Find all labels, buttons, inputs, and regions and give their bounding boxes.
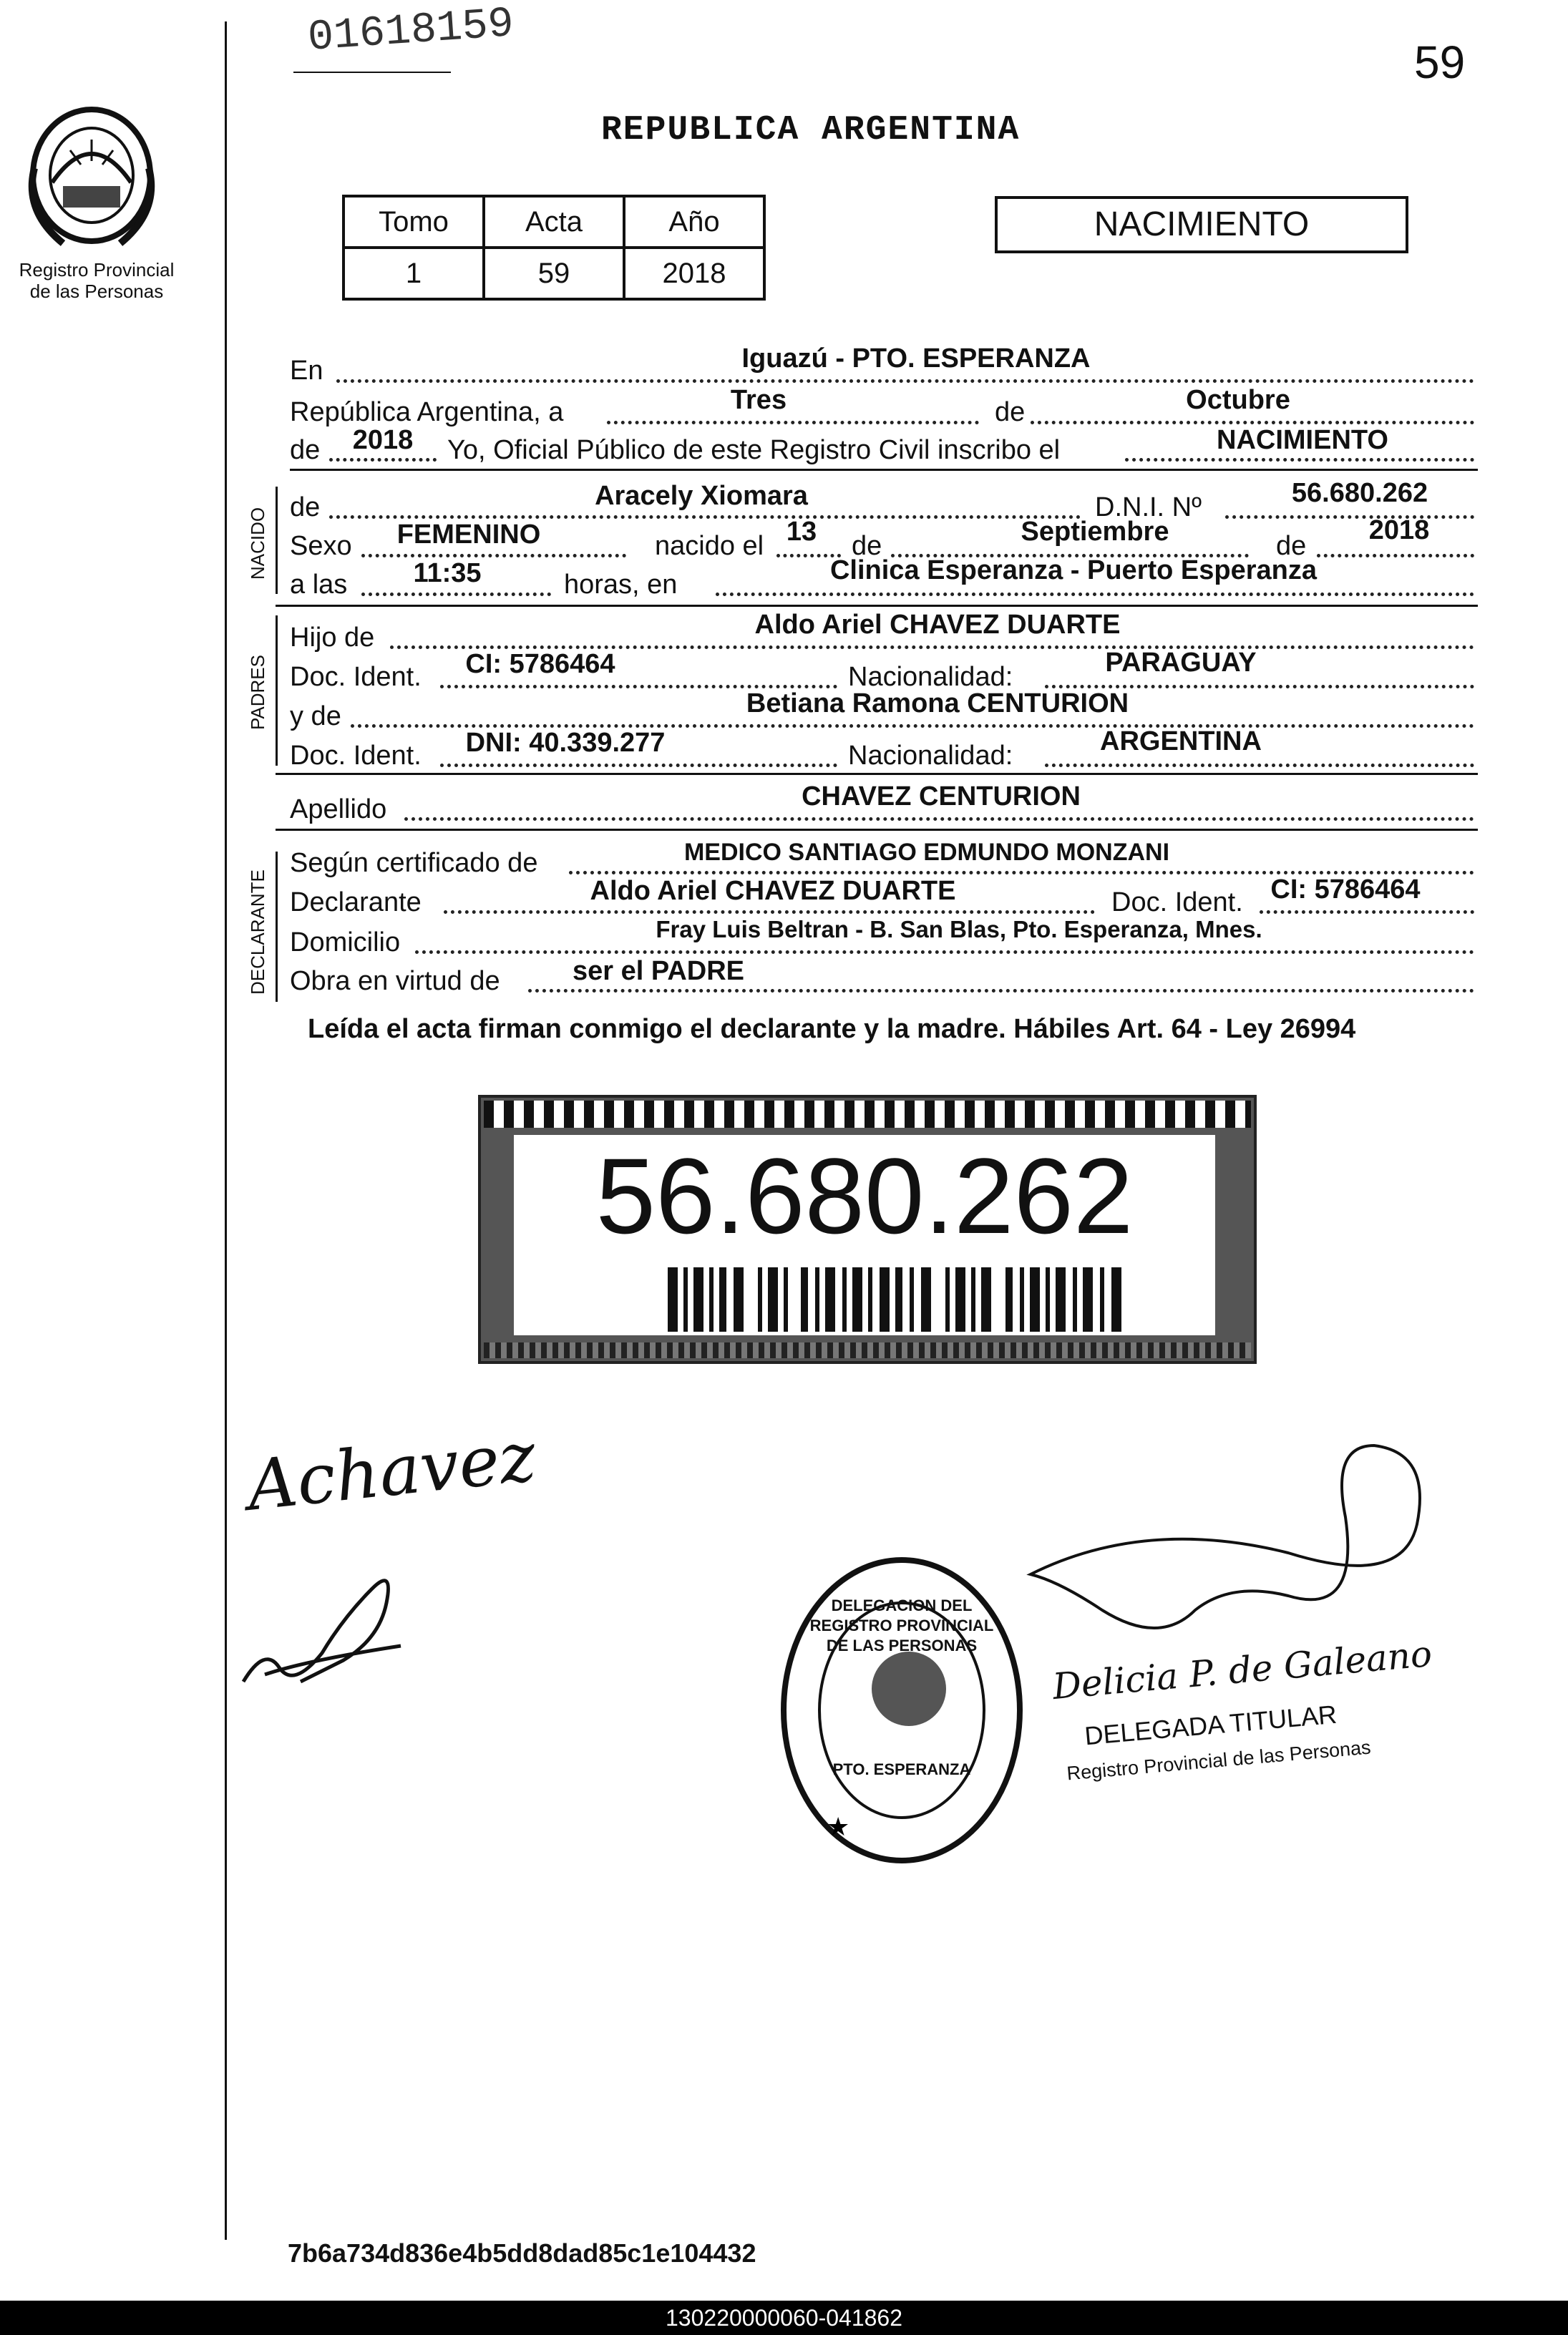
header-acta: Acta	[484, 196, 624, 248]
dots-nombre	[329, 515, 1081, 519]
value-hora: 11:35	[413, 558, 482, 588]
value-anio: 2018	[352, 425, 414, 455]
dots-domicilio	[415, 950, 1474, 954]
value-dni: 56.680.262	[1291, 478, 1428, 508]
value-obra: ser el PADRE	[572, 956, 745, 986]
value-acta: 59	[484, 248, 624, 299]
left-margin-line	[225, 21, 227, 2240]
official-name: Delicia P. de Galeano	[1051, 1632, 1434, 1708]
registry-stamp-ring-text: DELEGACION DEL REGISTRO PROVINCIAL DE LAS PERSONAS	[809, 1597, 994, 1654]
dots-lugar-nac	[716, 593, 1474, 596]
label-doc-ident-padre: Doc. Ident.	[290, 662, 422, 692]
label-horas-en: horas, en	[564, 570, 678, 600]
value-tipo: NACIMIENTO	[1217, 425, 1388, 455]
record-table	[342, 195, 766, 301]
value-lugar: Iguazú - PTO. ESPERANZA	[741, 343, 1091, 374]
label-apellido: Apellido	[290, 794, 387, 824]
label-de-mes-nac: de	[852, 531, 882, 561]
value-madre-nac: ARGENTINA	[1100, 726, 1262, 756]
label-nacionalidad-madre: Nacionalidad:	[848, 741, 1013, 771]
label-domicilio: Domicilio	[290, 927, 401, 957]
provincial-seal	[20, 97, 163, 254]
label-a-las: a las	[290, 570, 348, 600]
footer-code-bar: 130220000060-041862	[0, 2301, 1568, 2335]
barcode-icon	[668, 1267, 1126, 1332]
svg-text:★: ★	[827, 1813, 850, 1842]
registry-stamp-inner-text: PTO. ESPERANZA	[832, 1760, 971, 1778]
label-hijo-de: Hijo de	[290, 623, 375, 653]
dots-declarante-doc	[1260, 910, 1474, 914]
label-de-nombre: de	[290, 492, 321, 522]
stamp-inner	[514, 1135, 1215, 1335]
dots-apellido	[404, 817, 1474, 821]
stamp-border-pattern	[484, 1101, 1251, 1128]
value-declarante: Aldo Ariel CHAVEZ DUARTE	[590, 876, 956, 906]
value-declarante-doc: CI: 5786464	[1270, 874, 1421, 905]
handwritten-name: Achavez	[243, 1416, 540, 1526]
label-de-2: de	[290, 435, 321, 465]
official-role: DELEGADA TITULAR	[1083, 1699, 1338, 1751]
label-obra-en-virtud: Obra en virtud de	[290, 966, 500, 996]
dni-stamp	[478, 1095, 1257, 1364]
label-dni: D.N.I. Nº	[1095, 492, 1202, 522]
label-y-de: y de	[290, 701, 341, 731]
side-label-nacido: NACIDO	[247, 507, 268, 580]
divider-1	[290, 469, 1478, 471]
label-doc-ident-madre: Doc. Ident.	[290, 741, 422, 771]
side-label-declarante: DECLARANTE	[247, 869, 268, 995]
official-org: Registro Provincial de las Personas	[1066, 1736, 1372, 1785]
registry-name	[0, 259, 193, 302]
dots-en	[336, 379, 1474, 383]
value-anio: 2018	[624, 248, 764, 299]
serial-underline	[293, 72, 451, 73]
divider-3	[276, 773, 1478, 775]
value-padre-nac: PARAGUAY	[1105, 648, 1257, 678]
label-nacionalidad-padre: Nacionalidad:	[848, 662, 1013, 692]
document-title: REPUBLICA ARGENTINA	[601, 111, 1021, 150]
label-republica: República Argentina, a	[290, 397, 564, 427]
label-doc-ident-declarante: Doc. Ident.	[1111, 887, 1243, 917]
stamp-dni-number: 56.680.262	[595, 1136, 1134, 1256]
label-de-anio-nac: de	[1276, 531, 1307, 561]
label-nacido-el: nacido el	[655, 531, 764, 561]
label-segun-certificado: Según certificado de	[290, 848, 538, 878]
header-tomo: Tomo	[344, 196, 484, 248]
value-dia-nac: 13	[786, 517, 817, 547]
value-certificado: MEDICO SANTIAGO EDMUNDO MONZANI	[683, 839, 1170, 866]
value-madre: Betiana Ramona CENTURION	[746, 688, 1129, 718]
value-domicilio: Fray Luis Beltran - B. San Blas, Pto. Esperanza, Mnes.	[656, 916, 1262, 942]
value-padre-doc: CI: 5786464	[465, 649, 615, 679]
value-mes-nac: Septiembre	[1021, 517, 1169, 547]
dots-obra	[528, 989, 1474, 993]
value-padre: Aldo Ariel CHAVEZ DUARTE	[754, 610, 1121, 640]
serial-number: 01618159	[306, 0, 516, 63]
value-madre-doc: DNI: 40.339.277	[465, 728, 666, 758]
page-number: 59	[1414, 36, 1466, 88]
dots-declarante	[444, 910, 1095, 914]
seal-emblem-icon	[20, 97, 163, 254]
label-en: En	[290, 356, 323, 386]
dots-anio	[329, 458, 437, 462]
registry-name-line2: de las Personas	[29, 281, 164, 302]
padres-bracket	[276, 615, 278, 766]
declarante-bracket	[276, 852, 278, 1002]
label-de-1: de	[995, 397, 1026, 427]
dots-tipo	[1125, 458, 1474, 462]
value-apellido: CHAVEZ CENTURION	[802, 781, 1081, 811]
registry-name-line1: Registro Provincial	[19, 259, 175, 281]
divider-2	[276, 605, 1478, 607]
side-label-padres: PADRES	[247, 655, 268, 730]
value-anio-nac: 2018	[1368, 515, 1430, 545]
record-table-header-row	[344, 196, 764, 248]
value-tomo: 1	[344, 248, 484, 299]
nacido-bracket	[276, 487, 278, 594]
dots-dia	[607, 421, 979, 424]
dots-mes	[1031, 421, 1474, 424]
label-declarante: Declarante	[290, 887, 422, 917]
record-type-box: NACIMIENTO	[995, 196, 1408, 253]
dots-madre-nac	[1045, 764, 1474, 767]
stamp-bottom-pattern	[484, 1342, 1251, 1358]
value-dia-letras: Tres	[730, 385, 787, 415]
dots-hora	[361, 593, 551, 596]
value-nombre: Aracely Xiomara	[595, 481, 808, 511]
registry-stamp	[776, 1553, 1027, 1868]
value-lugar-nac: Clinica Esperanza - Puerto Esperanza	[829, 555, 1317, 585]
record-table-value-row	[344, 248, 764, 299]
dots-sexo	[361, 554, 626, 557]
label-oficial: Yo, Oficial Público de este Registro Civil inscribo el	[447, 435, 1061, 465]
value-mes: Octubre	[1186, 385, 1290, 415]
footer-hash: 7b6a734d836e4b5dd8dad85c1e104432	[288, 2238, 756, 2268]
divider-4	[276, 829, 1478, 831]
header-anio: Año	[624, 196, 764, 248]
value-sexo: FEMENINO	[396, 520, 541, 550]
label-sexo: Sexo	[290, 531, 352, 561]
dots-madre-doc	[440, 764, 837, 767]
closing-text: Leída el acta firman conmigo el declarante y la madre. Hábiles Art. 64 - Ley 26994	[308, 1014, 1356, 1044]
mother-signature-icon	[236, 1560, 422, 1703]
